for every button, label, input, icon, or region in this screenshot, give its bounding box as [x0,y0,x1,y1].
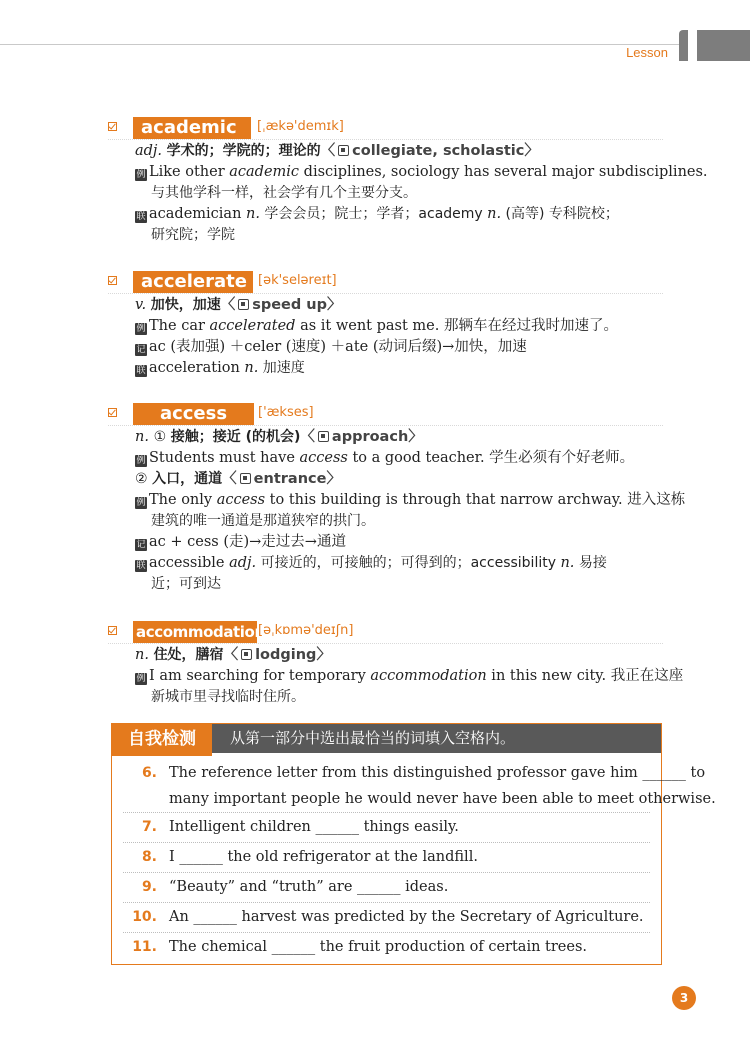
entry-accelerate [108,271,663,379]
question-9 [123,872,650,903]
definition-line: adj. 学术的；学院的；理论的〈 collegiate, scholastic〉 [135,143,539,159]
synonym-icon [240,473,251,484]
phonetic: [ˌækə'demɪk] [257,119,344,134]
synonyms: approach [331,429,409,445]
meaning: 住处，膳宿 [153,647,224,663]
definition-line: n. 住处，膳宿〈 lodging〉 [135,647,331,663]
related-line: 联 acceleration n. 加速度 [136,360,305,376]
headword: accommodation [133,621,257,643]
meaning: 加快，加速 [150,297,221,313]
entry-head [108,117,663,140]
header-rule [0,44,682,45]
meaning: 学术的；学院的；理论的 [166,143,321,159]
related-line: 联 academician n. 学会会员；院士；学者；academy n. (高等) 专科院校； [136,206,619,222]
synonym-icon [318,431,329,442]
synonym-icon [238,299,249,310]
lesson-number-tab [679,30,750,61]
entry-head [108,271,663,294]
related-continued: 研究院；学院 [151,227,235,243]
self-check-instruction: 从第一部分中选出最恰当的词填入空格内。 [230,729,516,747]
question-number: 11. [132,939,157,955]
example-marker-icon: 例 [136,170,146,180]
meaning: 接触；接近 (的机会) [170,429,301,445]
related-marker-icon: 联 [136,212,146,222]
memory-line: 记 ac + cess (走)→走过去→通道 [136,534,346,550]
page-number-badge: 3 [672,986,696,1010]
question-number: 8. [141,849,157,865]
related-line: 联 accessible adj. 可接近的，可接触的；可得到的；accessibility n. 易接 [136,555,607,571]
headword: accelerate [133,271,253,293]
example-line: 例 The car accelerated as it went past me. 那辆车在经过我时加速了。 [136,318,618,334]
question-8 [123,842,650,873]
example-line-2: 例 The only access to this building is through that narrow archway. 进入这栋 [136,492,686,508]
example-line: 例 Like other academic disciplines, sociology has several major subdisciplines. [136,164,708,180]
question-text: I ______ the old refrigerator at the landfill. [169,849,478,865]
related-continued: 近；可到达 [151,576,221,592]
phonetic: [ək'seləreɪt] [258,273,337,288]
definition-line: v. 加快，加速〈 speed up〉 [135,297,342,313]
synonyms: entrance [253,471,327,487]
question-11 [123,932,650,962]
synonyms: collegiate, scholastic [352,143,525,159]
related-marker-icon: 联 [136,366,146,376]
example-line-1: 例 Students must have access to a good teacher. 学生必须有个好老师。 [136,450,635,466]
lesson-number-glyph [688,30,697,61]
question-number: 7. [141,819,157,835]
entry-head [108,403,663,426]
entry-access [108,403,686,595]
phonetic: [əˌkɒmə'deɪʃn] [258,623,354,638]
example-translation: 新城市里寻找临时住所。 [151,689,305,705]
phonetic: ['ækses] [258,405,314,420]
definition-line-2: ② 入口，通道〈 entrance〉 [135,471,341,487]
checkbox-icon [108,408,117,417]
question-10 [123,902,650,933]
self-check-box [111,723,716,965]
example-line: 例 I am searching for temporary accommodation in this new city. 我正在这座 [136,668,684,684]
example-marker-icon: 例 [136,324,146,334]
entry-head [108,621,663,644]
entry-accommodation [108,621,684,708]
part-of-speech: adj. [135,143,163,159]
question-number: 9. [141,879,157,895]
question-number: 10. [132,909,157,925]
self-check-title: 自我检测 [112,724,212,756]
question-text: The chemical ______ the fruit production of certain trees. [169,939,588,955]
question-text: “Beauty” and “truth” are ______ ideas. [169,879,449,895]
memory-marker-icon: 记 [136,345,146,355]
part-of-speech: v. [135,297,147,313]
question-text: An ______ harvest was predicted by the Secretary of Agriculture. [169,909,644,925]
example-marker-icon: 例 [136,674,146,684]
question-number: 6. [141,765,157,781]
question-6 [123,760,716,813]
definition-line-1: n. ① 接触；接近 (的机会)〈 approach〉 [135,429,423,445]
synonym-icon [338,145,349,156]
question-text: Intelligent children ______ things easily. [169,819,459,835]
synonyms: speed up [252,297,328,313]
question-7 [123,812,650,843]
headword: academic [133,117,251,139]
example-translation: 建筑的唯一通道是那道狭窄的拱门。 [151,513,375,529]
memory-marker-icon: 记 [136,540,146,550]
memory-line: 记 ac (表加强) ＋celer (速度) ＋ate (动词后缀)→加快，加速 [136,339,527,355]
example-marker-icon: 例 [136,498,146,508]
checkbox-icon [108,626,117,635]
checkbox-icon [108,276,117,285]
question-text-continued: many important people he would never have been able to meet otherwise. [169,791,716,807]
related-marker-icon: 联 [136,561,146,571]
checkbox-icon [108,122,117,131]
question-text: The reference letter from this distinguished professor gave him ______ to [169,765,706,781]
synonyms: lodging [255,647,317,663]
part-of-speech: n. [135,429,149,445]
headword: access [133,403,254,425]
synonym-icon [241,649,252,660]
example-marker-icon: 例 [136,456,146,466]
example-translation: 与其他学科一样，社会学有几个主要分支。 [151,185,417,201]
meaning: 入口，通道 [152,471,223,487]
part-of-speech: n. [135,647,149,663]
lesson-label: Lesson [626,45,668,60]
entry-academic [108,117,708,246]
